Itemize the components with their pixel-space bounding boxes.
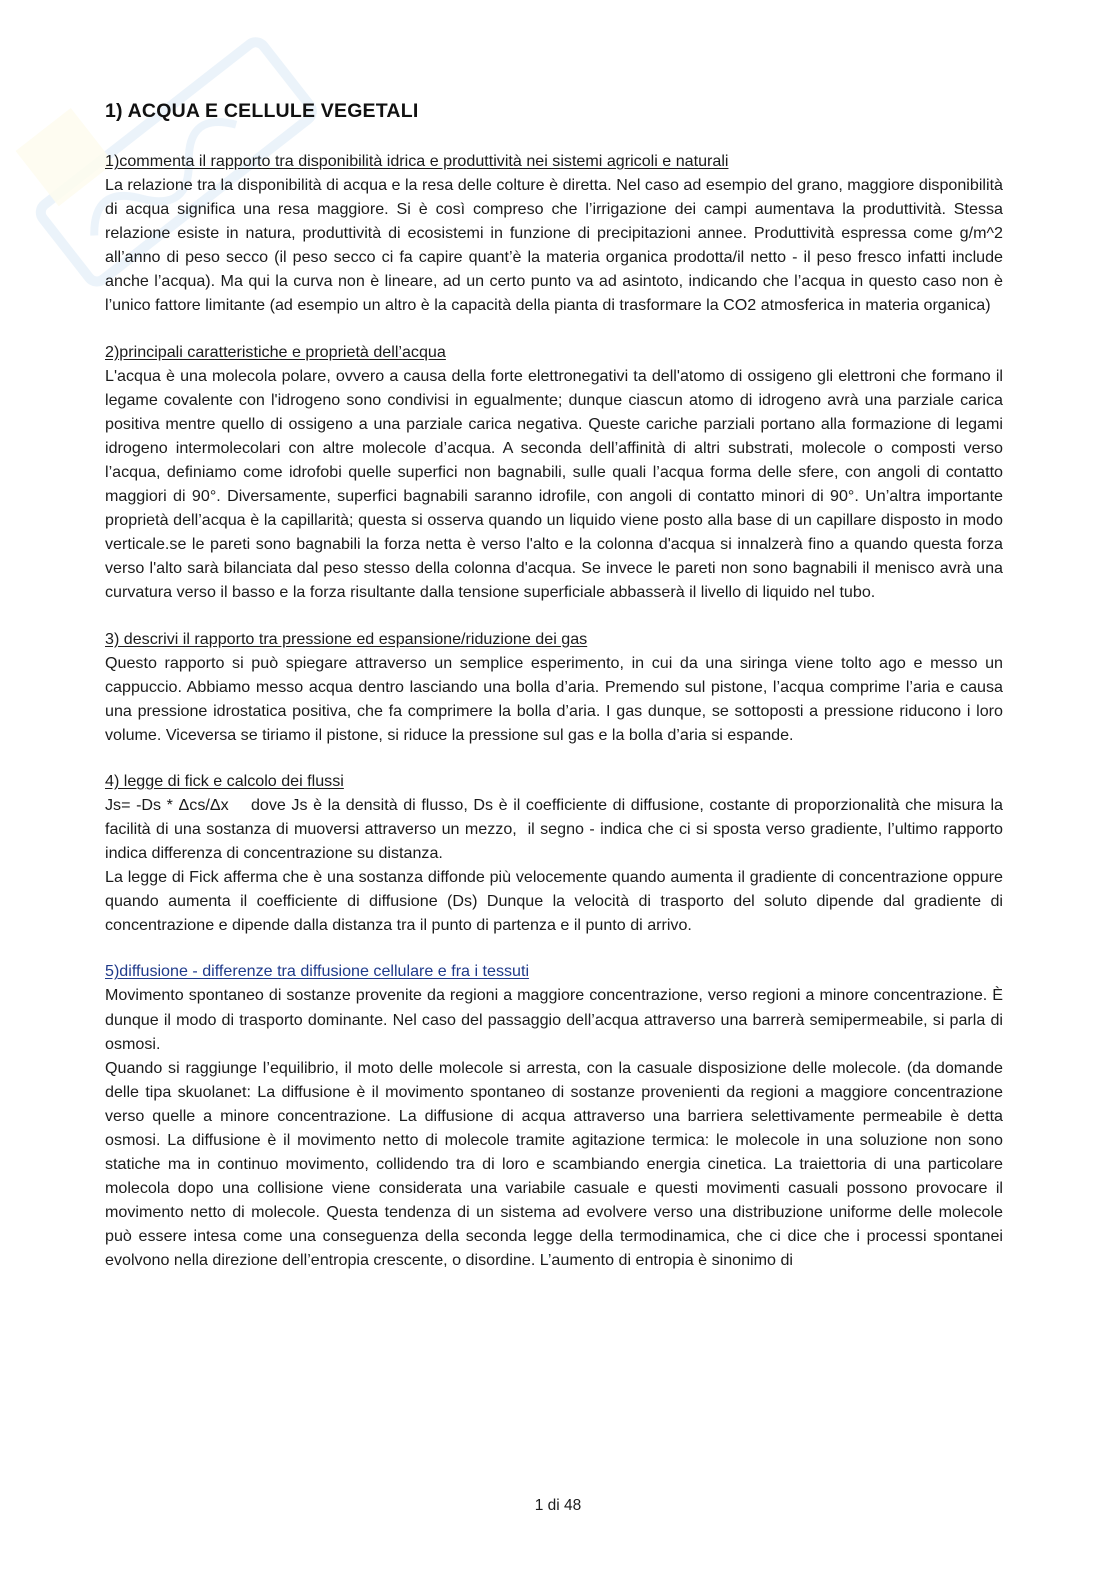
paragraph: La legge di Fick afferma che è una sostanza diffonde più velocemente quando aumenta il gradiente di concentrazione oppure quando aumenta il coefficiente di diffusione (Ds) Dunque la velocità di trasporto del soluto dipende dal gradiente di concentrazione e dipende dalla distanza tra il punto di partenza e il punto di arrivo. — [105, 868, 1003, 935]
question-heading: 3) descrivi il rapporto tra pressione ed espansione/riduzione dei gas — [105, 629, 588, 648]
question-heading: 2)principali caratteristiche e proprietà dell’acqua — [105, 342, 446, 361]
paragraph: Questo rapporto si può spiegare attraverso un semplice esperimento, in cui da una siringa viene tolto ago e messo un cappuccio. Abbiamo messo acqua dentro lasciando una bolla d’aria. Premendo sul pistone, l’acqua comprime l’aria e causa una pressione idrostatica positiva, che fa comprimere la bolla d’aria. I gas dunque, se sottoposti a pressione riducono i loro volume. Viceversa se tiriamo il pistone, si riduce la pressione sul gas e la bolla d’aria si espande. — [105, 653, 1003, 744]
section-5 — [105, 959, 1003, 1272]
section-3 — [105, 627, 1003, 747]
section-1 — [105, 149, 1003, 318]
question-heading: 4) legge di fick e calcolo dei flussi — [105, 771, 344, 790]
section-2 — [105, 340, 1003, 605]
paragraph: La relazione tra la disponibilità di acqua e la resa delle colture è diretta. Nel caso ad esempio del grano, maggiore disponibilità di acqua significa una resa maggiore. Si è così compreso che l’irrigazione dei campi aumentava la produttività. Stessa relazione esiste in natura, produttività di ecosistemi in funzione di precipitazioni annee. Produttività espressa come g/m^2 all’anno di peso secco (il peso secco ci fa capire quant’è la materia organica prodotta/il netto - il peso fresco infatti include anche l’acqua). Ma qui la curva non è lineare, ad un certo punto va ad asintoto, indicando che l’acqua in questo caso non è l’unico fattore limitante (ad esempio un altro è la capacità della pianta di trasformare la CO2 atmosferica in materia organica) — [105, 176, 1003, 315]
document-title: 1) ACQUA E CELLULE VEGETALI — [105, 100, 419, 122]
paragraph: L'acqua è una molecola polare, ovvero a causa della forte elettronegativi ta dell'atomo di ossigeno gli elettroni che formano il legame covalente con l'idrogeno sono condivisi in egualmente; dunque ciascun atomo di idrogeno avrà una parziale carica positiva mentre quello di ossigeno a una parziale carica negativa. Queste cariche parziali portano alla formazione di legami idrogeno intermolecolari con altre molecole d’acqua. A seconda dell’affinità di altri substrati, molecole o composti verso l’acqua, definiamo come idrofobi quelle superfici non bagnabili, sulle quali l’acqua forma delle sfere, con angoli di contatto maggiori di 90°. Diversamente, superfici bagnabili saranno idrofile, con angoli di contatto minori di 90°. Un’altra importante proprietà dell’acqua è la capillarità; questa si osserva quando un liquido viene posto alla base di un capillare disposto in modo verticale.se le pareti sono bagnabili la forza netta è verso l'alto e la colonna d'acqua si innalzerà fino a quando questa forza verso l'alto sarà bilanciata dal peso stesso della colonna d'acqua. Se invece le pareti non sono bagnabili il menisco avrà una curvatura verso il basso e la forza risultante dalla tensione superficiale abbasserà il livello di liquido nel tubo. — [105, 366, 1003, 602]
paragraph: Js= -Ds * Δcs/Δx dove Js è la densità di flusso, Ds è il coefficiente di diffusione, costante di proporzionalità che misura la facilità di una sostanza di muoversi attraverso un mezzo, il segno - indica che ci si sposta verso gradiente, l’ultimo rapporto indica differenza di concentrazione su distanza. — [105, 795, 1008, 863]
paragraph: Quando si raggiunge l’equilibrio, il moto delle molecole si arresta, con la casuale disposizione delle molecole. (da domande delle tipa skuolanet: La diffusione è il movimento spontaneo di sostanze provenienti da regioni a maggiore concentrazione verso quelle a minore concentrazione. La diffusione di acqua attraverso una barriera selettivamente permeabile è detta osmosi. La diffusione è il movimento netto di molecole tramite agitazione termica: le molecole in una soluzione non sono statiche ma in continuo movimento, collidendo tra di loro e scambiando energia cinetica. La traiettoria di una particolare molecola dopo una collisione viene considerata una variabile casuale e questi movimenti casuali possono provocare il movimento netto di molecole. Questa tendenza di un sistema ad evolvere verso una distribuzione uniforme delle molecole può essere intesa come una conseguenza della seconda legge della termodinamica, che ci dice che i processi spontanei evolvono nella direzione dell’entropia crescente, o disordine. L’aumento di entropia è sinonimo di — [105, 1058, 1003, 1270]
page-number: 1 di 48 — [534, 1497, 582, 1514]
paragraph: Movimento spontaneo di sostanze provenite da regioni a maggiore concentrazione, verso regioni a minore concentrazione. È dunque il modo di trasporto dominante. Nel caso del passaggio dell’acqua attraverso una barrerà semipermeabile, si parla di osmosi. — [105, 986, 1003, 1053]
document-page — [105, 100, 1008, 1295]
question-heading-link[interactable]: 5)diffusione - differenze tra diffusione cellulare e fra i tessuti — [105, 962, 530, 981]
question-heading: 1)commenta il rapporto tra disponibilità idrica e produttività nei sistemi agricoli e naturali — [105, 152, 729, 170]
section-4 — [105, 769, 1008, 938]
